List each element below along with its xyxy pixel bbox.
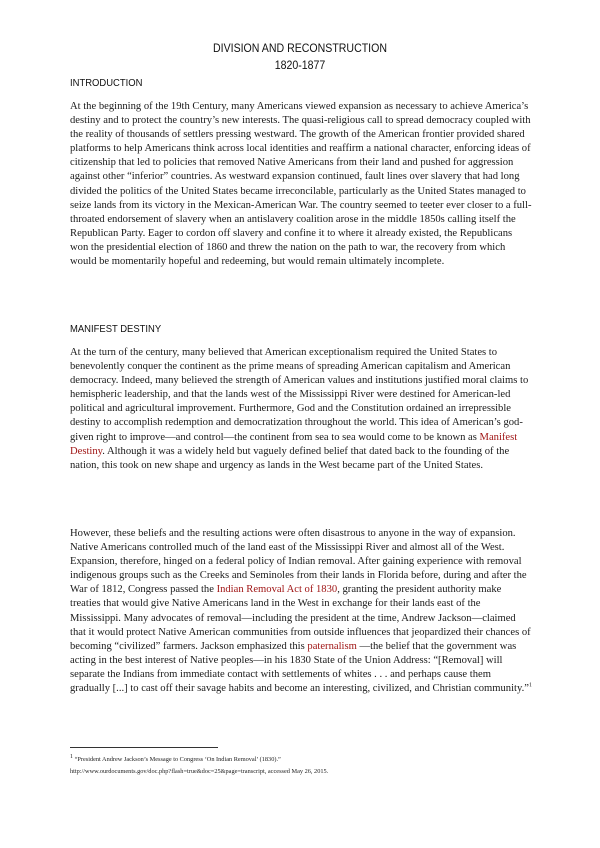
paragraph-text: However, these beliefs and the resulting actions were often disastrous to anyone in the way of expansion. Native Americans controlled much of the land east of the Mississippi River and almost all of the West. Expansion, therefore, hinged on a federal policy of Indian removal. After gaining experience with removal indigenous groups such as the Creeks and Seminoles from their lands in Florida before, during and after the War of 1812, Congress passed the (70, 528, 527, 596)
title-line-2: 1820-1877 (274, 60, 326, 72)
manifest-destiny-paragraph-2 (70, 527, 532, 696)
indian-removal-act-link[interactable]: Indian Removal Act of 1830 (216, 584, 338, 596)
footnote-text: “President Andrew Jackson’s Message to Congress ‘On Indian Removal’ (1830).” (73, 756, 281, 763)
paragraph-text: , granting the president authority make treaties that would give Native Americans land in the West in exchange for their lands east of the Mississippi. Many advocates of removal—including the president at the time, Andrew Jackson—claimed that it would protect Native American communities from outside influences that jeopardized their chances of becoming “civilized” farmers. Jackson emphasized this (70, 584, 531, 652)
footnote-source: http://www.ourdocuments.gov/doc.php?flash=true&doc=25&page=transcript, accessed May 26, 2015. (70, 768, 329, 775)
paragraph-text: At the turn of the century, many believed that American exceptionalism required the United States to benevolently conquer the continent as the prime means of spreading American capitalism and American democracy. Indeed, many believed the strength of American values and institutions justified moral claims to hemispheric leadership, and that the lands west of the Mississippi River were destined for American-led political and agricultural improvement. Furthermore, God and the Constitution ordained an irrepressible destiny to accomplish redemption and democratization throughout the world. This idea of American’s god-given right to improve—and control—the continent from sea to sea would come to be known as (70, 347, 529, 443)
paternalism-link[interactable]: paternalism (307, 640, 357, 652)
manifest-destiny-link[interactable]: Manifest Destiny (70, 431, 518, 457)
introduction-heading: INTRODUCTION (70, 77, 143, 89)
introduction-paragraph: At the beginning of the 19th Century, many Americans viewed expansion as necessary to achieve America’s destiny and to protect the country’s new interests. The quasi-religious call to spread democracy coupled with the reality of thousands of settlers pressing westward. The growth of the American frontier provided shared platforms to help Americans think across local identities and reaffirm a national character, enforcing ideas of citizenship that led to policies that removed Native Americans from their land and pushed for aggression against other “inferior” countries. As westward expansion continued, fault lines over slavery that had long divided the politics of the United States became irreconcilable, particularly as the United States managed to seize lands from its victory in the Mexican-American War. The country seemed to teeter ever closer to a full-throated endorsement of slavery when an antislavery coalition arose in the middle 1850s calling itself the Republican Party. Eager to cordon off slavery and confine it to where it already existed, the Republicans won the presidential election of 1860 and threw the nation on the path to war, the recovery from which would be momentarily hopeful and redeeming, but would remain ultimately incomplete. (70, 101, 532, 268)
footnote-number: 1 (70, 753, 73, 760)
title-line-1: DIVISION AND RECONSTRUCTION (212, 43, 387, 55)
manifest-destiny-paragraph-1 (70, 346, 532, 473)
footnote-citation (70, 754, 540, 766)
paragraph-text: —the belief that the government was acting in the best interest of Native peoples—in his 1830 State of the Union Address: “[Removal] will separate the Indians from immediate contact with settlements of whites . . . and perhaps cause them gradually [...] to cast off their savage habits and become an interesting, civilized, and Christian community.” (70, 640, 529, 695)
paragraph-text: . Although it was a widely held but vaguely defined belief that dated back to the founding of the nation, this took on new shape and urgency as lands in the West became part of the United States. (70, 445, 510, 471)
footnote-reference[interactable]: 1 (528, 682, 532, 689)
manifest-destiny-heading: MANIFEST DESTINY (70, 323, 162, 335)
footnote-divider (70, 747, 218, 748)
document-title (24, 41, 576, 75)
